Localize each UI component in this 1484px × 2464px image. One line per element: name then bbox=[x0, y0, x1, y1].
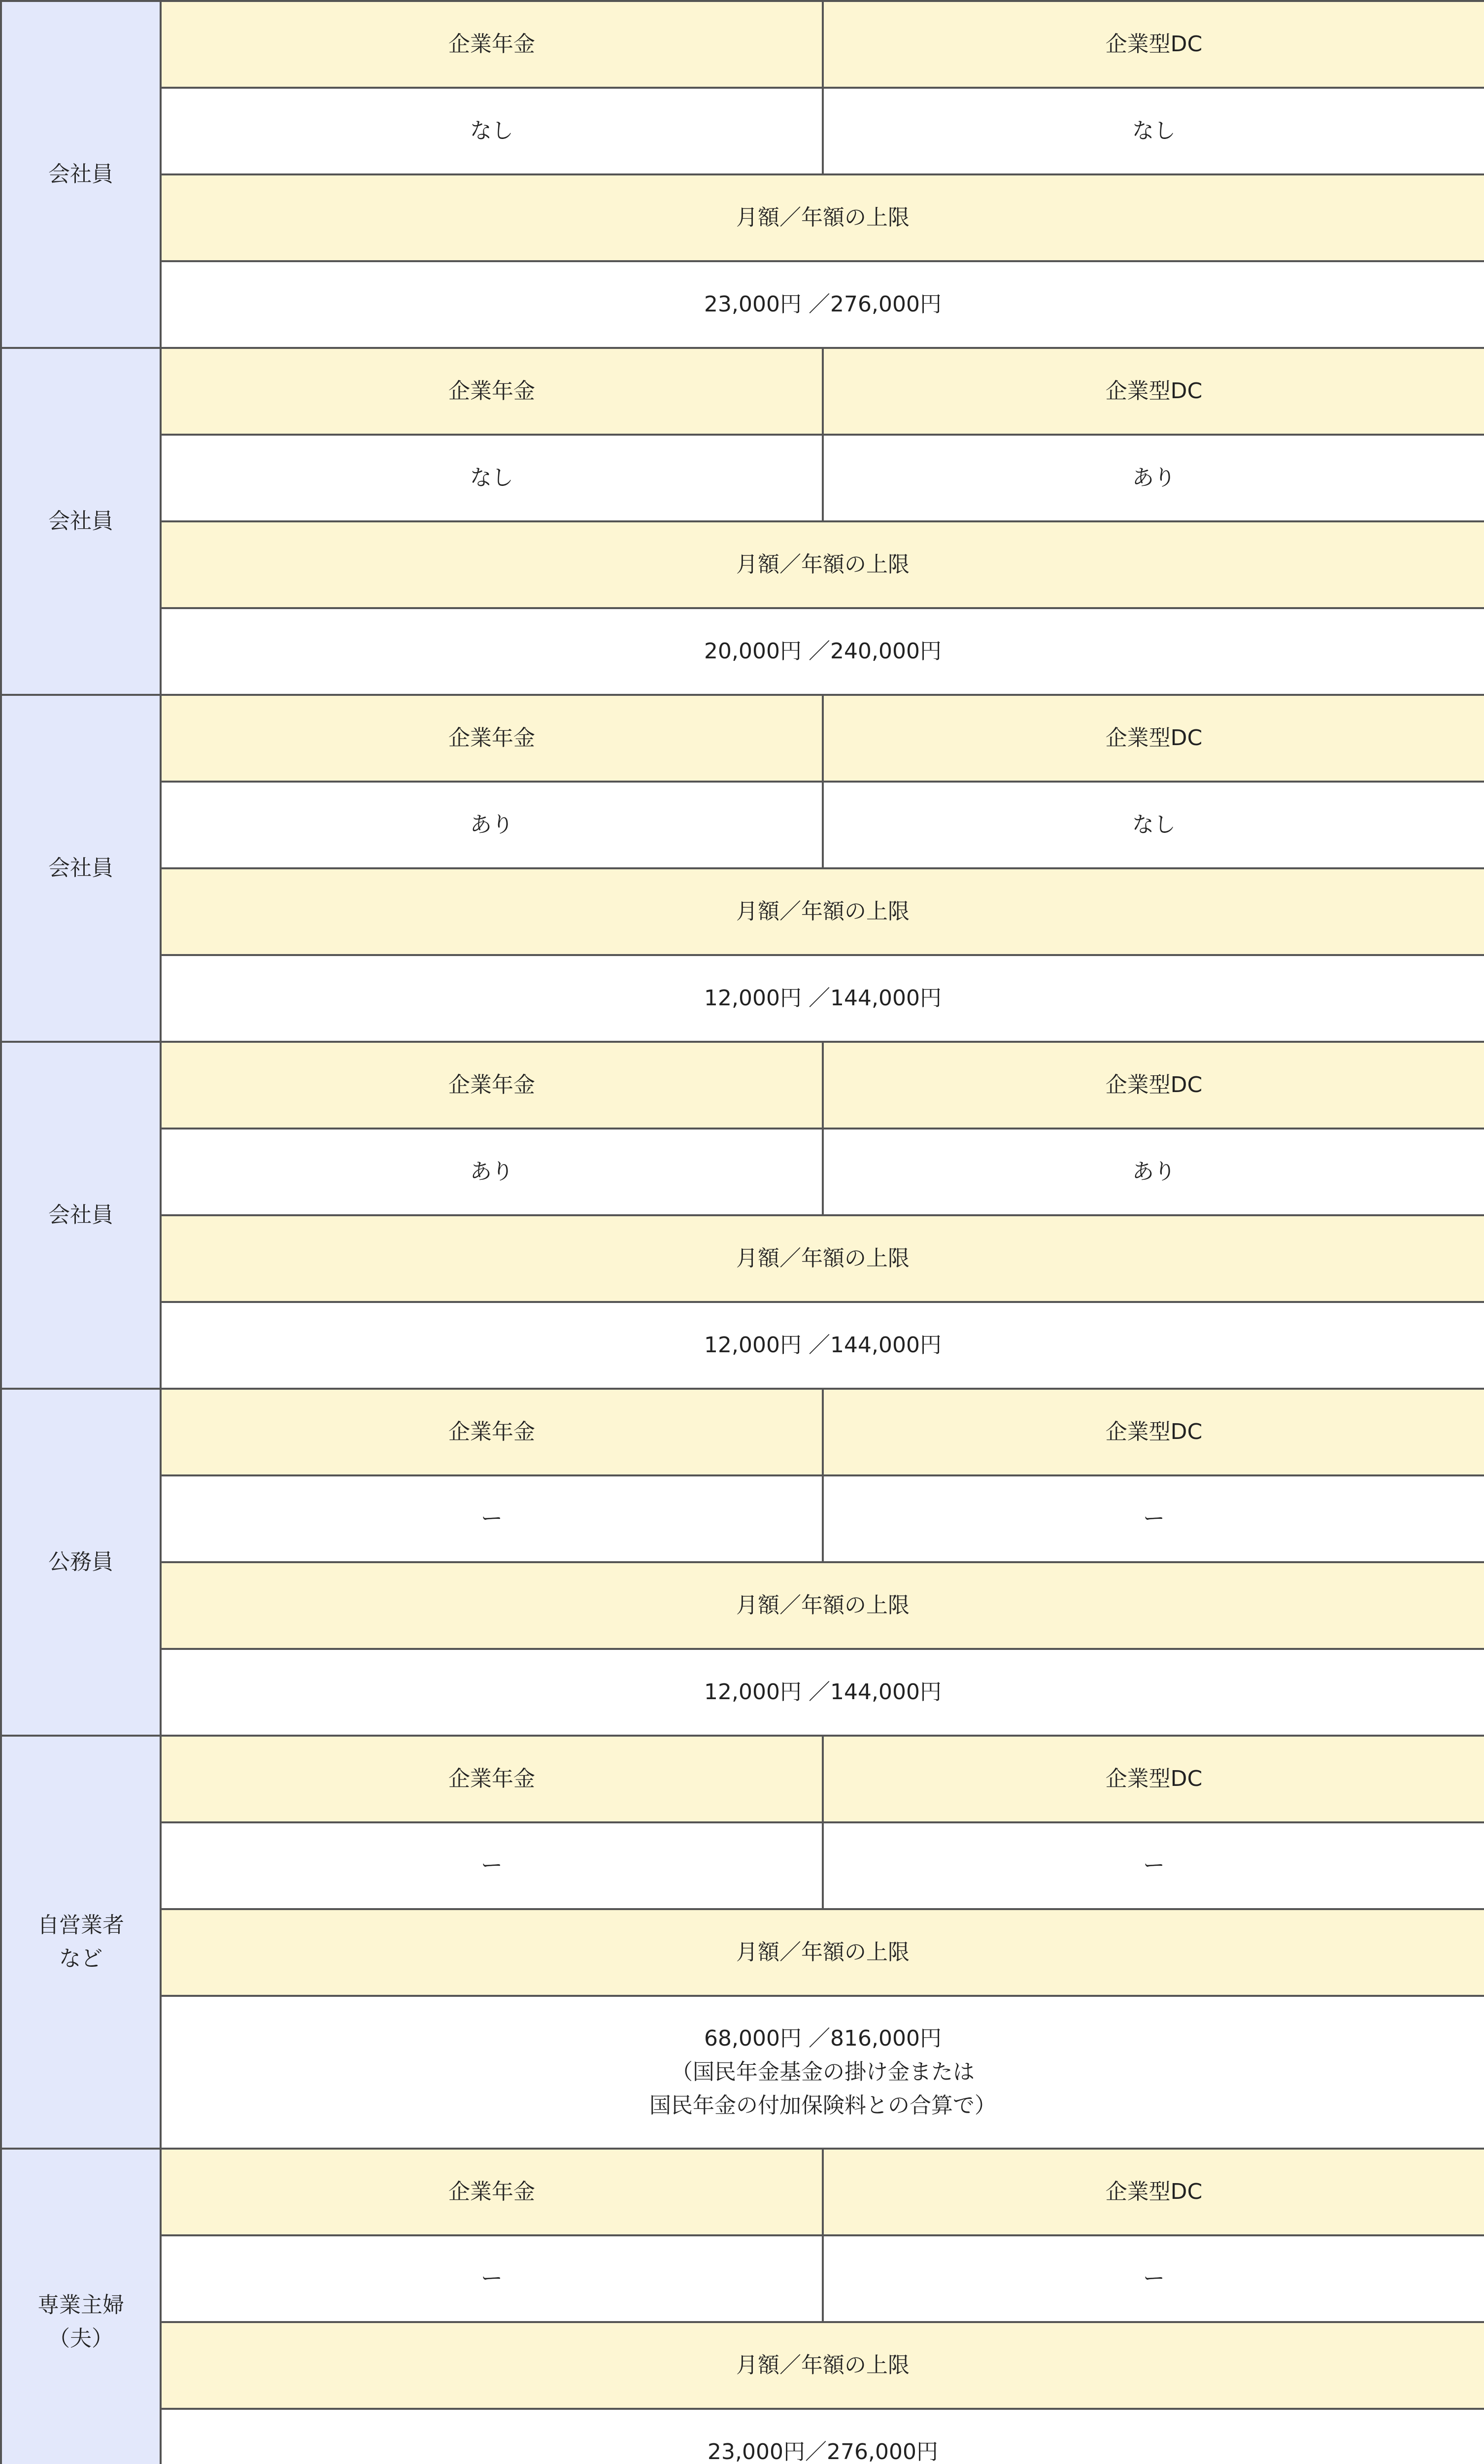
limit-header-row bbox=[1, 2322, 1484, 2409]
pension-value: なし bbox=[161, 435, 823, 521]
pension-value: ー bbox=[161, 1822, 823, 1909]
limit-header: 月額／年額の上限 bbox=[161, 1562, 1484, 1649]
pension-value: ー bbox=[161, 1475, 823, 1562]
category-label: 自営業者 など bbox=[1, 1736, 161, 2149]
group-value-row bbox=[1, 88, 1484, 174]
dc-value: なし bbox=[823, 88, 1484, 174]
limit-value: 12,000円 ／144,000円 bbox=[161, 1302, 1484, 1389]
limit-header: 月額／年額の上限 bbox=[161, 521, 1484, 608]
group-header-row bbox=[1, 1042, 1484, 1129]
pension-value: あり bbox=[161, 782, 823, 868]
dc-header: 企業型DC bbox=[823, 695, 1484, 782]
limit-header: 月額／年額の上限 bbox=[161, 1215, 1484, 1302]
pension-header: 企業年金 bbox=[161, 348, 823, 435]
limit-header-row bbox=[1, 868, 1484, 955]
limit-value-row bbox=[1, 1649, 1484, 1736]
dc-header: 企業型DC bbox=[823, 1, 1484, 88]
limit-value-row bbox=[1, 1996, 1484, 2149]
category-label: 会社員 bbox=[1, 695, 161, 1042]
limit-value-row bbox=[1, 261, 1484, 348]
dc-header: 企業型DC bbox=[823, 348, 1484, 435]
dc-header: 企業型DC bbox=[823, 2149, 1484, 2235]
category-label: 会社員 bbox=[1, 1042, 161, 1389]
limit-value: 12,000円 ／144,000円 bbox=[161, 1649, 1484, 1736]
group-value-row bbox=[1, 1822, 1484, 1909]
pension-value: ー bbox=[161, 2235, 823, 2322]
limit-value: 23,000円／276,000円 bbox=[161, 2409, 1484, 2464]
limit-header-row bbox=[1, 1909, 1484, 1996]
group-header-row bbox=[1, 1389, 1484, 1475]
limit-header-row bbox=[1, 521, 1484, 608]
group-header-row bbox=[1, 1, 1484, 88]
pension-header: 企業年金 bbox=[161, 2149, 823, 2235]
group-header-row bbox=[1, 1736, 1484, 1822]
pension-header: 企業年金 bbox=[161, 1736, 823, 1822]
group-header-row bbox=[1, 695, 1484, 782]
group-value-row bbox=[1, 1475, 1484, 1562]
limit-value: 20,000円 ／240,000円 bbox=[161, 608, 1484, 695]
limit-header-row bbox=[1, 174, 1484, 261]
category-label: 会社員 bbox=[1, 1, 161, 348]
group-value-row bbox=[1, 1129, 1484, 1215]
limit-value-row bbox=[1, 955, 1484, 1042]
dc-header: 企業型DC bbox=[823, 1389, 1484, 1475]
limit-value-row bbox=[1, 1302, 1484, 1389]
category-label: 会社員 bbox=[1, 348, 161, 695]
limit-header: 月額／年額の上限 bbox=[161, 174, 1484, 261]
pension-header: 企業年金 bbox=[161, 1042, 823, 1129]
category-label: 専業主婦 （夫） bbox=[1, 2149, 161, 2464]
limit-value-row bbox=[1, 608, 1484, 695]
dc-value: ー bbox=[823, 1475, 1484, 1562]
limit-value: 68,000円 ／816,000円 （国民年金基金の掛け金または 国民年金の付加保険料との合算で） bbox=[161, 1996, 1484, 2149]
dc-value: あり bbox=[823, 435, 1484, 521]
group-value-row bbox=[1, 435, 1484, 521]
limit-header: 月額／年額の上限 bbox=[161, 2322, 1484, 2409]
pension-header: 企業年金 bbox=[161, 695, 823, 782]
pension-header: 企業年金 bbox=[161, 1389, 823, 1475]
pension-value: なし bbox=[161, 88, 823, 174]
dc-value: あり bbox=[823, 1129, 1484, 1215]
limit-header: 月額／年額の上限 bbox=[161, 1909, 1484, 1996]
limit-header: 月額／年額の上限 bbox=[161, 868, 1484, 955]
limit-header-row bbox=[1, 1215, 1484, 1302]
group-value-row bbox=[1, 782, 1484, 868]
limit-value: 23,000円 ／276,000円 bbox=[161, 261, 1484, 348]
category-label: 公務員 bbox=[1, 1389, 161, 1736]
pension-header: 企業年金 bbox=[161, 1, 823, 88]
dc-value: ー bbox=[823, 1822, 1484, 1909]
group-header-row bbox=[1, 348, 1484, 435]
limit-value: 12,000円 ／144,000円 bbox=[161, 955, 1484, 1042]
dc-value: ー bbox=[823, 2235, 1484, 2322]
pension-value: あり bbox=[161, 1129, 823, 1215]
limit-value-row bbox=[1, 2409, 1484, 2464]
dc-value: なし bbox=[823, 782, 1484, 868]
limit-header-row bbox=[1, 1562, 1484, 1649]
group-header-row bbox=[1, 2149, 1484, 2235]
dc-header: 企業型DC bbox=[823, 1042, 1484, 1129]
group-value-row bbox=[1, 2235, 1484, 2322]
dc-header: 企業型DC bbox=[823, 1736, 1484, 1822]
